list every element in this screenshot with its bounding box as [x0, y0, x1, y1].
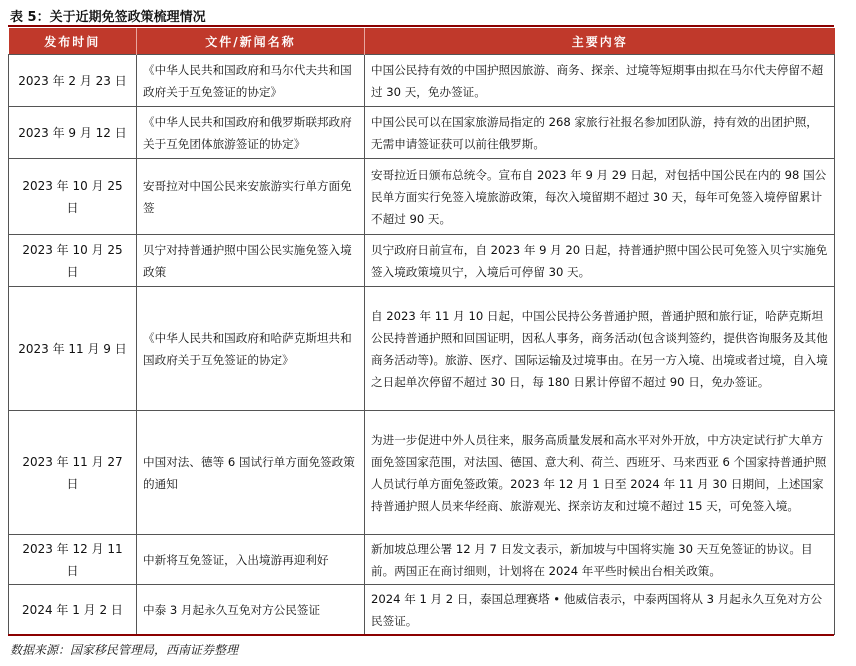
row-date: 2023 年 9 月 12 日: [9, 107, 137, 159]
row-date: 2023 年 11 月 9 日: [9, 287, 137, 411]
data-source-note: 数据来源：国家移民管理局，西南证券整理: [10, 643, 239, 657]
header-content: 主要内容: [365, 28, 835, 55]
row-name: 安哥拉对中国公民来安旅游实行单方面免签: [137, 159, 365, 235]
row-content: 2024 年 1 月 2 日，泰国总理赛塔 • 他威信表示，中泰两国将从 3 月起永久互免对方公民签证。: [365, 585, 835, 635]
row-date: 2023 年 11 月 27 日: [9, 411, 137, 535]
row-name: 《中华人民共和国政府和哈萨克斯坦共和国政府关于互免签证的协定》: [137, 287, 365, 411]
row-name: 《中华人民共和国政府和俄罗斯联邦政府关于互免团体旅游签证的协定》: [137, 107, 365, 159]
table-row: [9, 107, 835, 159]
row-name: 中国对法、德等 6 国试行单方面免签政策的通知: [137, 411, 365, 535]
row-name: 中新将互免签证，入出境游再迎利好: [137, 535, 365, 585]
header-name: 文件/新闻名称: [137, 28, 365, 55]
visa-policy-table: [8, 28, 835, 635]
row-date: 2023 年 2 月 23 日: [9, 55, 137, 107]
table-row: [9, 287, 835, 411]
row-name: 贝宁对持普通护照中国公民实施免签入境政策: [137, 235, 365, 287]
row-content: 安哥拉近日颁布总统令。宣布自 2023 年 9 月 29 日起，对包括中国公民在内的 98 国公民单方面实行免签入境旅游政策，每次入境留期不超过 30 天，每年可免签入境停留累计不超过 90 天。: [365, 159, 835, 235]
row-content: 新加坡总理公署 12 月 7 日发文表示，新加坡与中国将实施 30 天互免签证的协议。目前。两国正在商讨细则，计划将在 2024 年平些时候出台相关政策。: [365, 535, 835, 585]
row-date: 2023 年 12 月 11 日: [9, 535, 137, 585]
table-row: [9, 159, 835, 235]
table-header-row: [9, 28, 835, 55]
row-date: 2024 年 1 月 2 日: [9, 585, 137, 635]
table-title: 表 5：关于近期免签政策梳理情况: [10, 10, 206, 25]
row-name: 中泰 3 月起永久互免对方公民签证: [137, 585, 365, 635]
table-row: [9, 55, 835, 107]
table-row: [9, 235, 835, 287]
row-content: 贝宁政府日前宣布，自 2023 年 9 月 20 日起，持普通护照中国公民可免签入贝宁实施免签入境政策境贝宁，入境后可停留 30 天。: [365, 235, 835, 287]
table-row: [9, 535, 835, 585]
row-name: 《中华人民共和国政府和马尔代夫共和国政府关于互免签证的协定》: [137, 55, 365, 107]
table-row: [9, 585, 835, 635]
table-row: [9, 411, 835, 535]
row-content: 中国公民可以在国家旅游局指定的 268 家旅行社报名参加团队游，持有效的出团护照，无需申请签证获可以前往俄罗斯。: [365, 107, 835, 159]
row-date: 2023 年 10 月 25 日: [9, 235, 137, 287]
row-content: 中国公民持有效的中国护照因旅游、商务、探亲、过境等短期事由拟在马尔代夫停留不超过 30 天，免办签证。: [365, 55, 835, 107]
bottom-rule: [8, 634, 834, 636]
header-date: 发布时间: [9, 28, 137, 55]
row-content: 自 2023 年 11 月 10 日起，中国公民持公务普通护照，普通护照和旅行证，哈萨克斯坦公民持普通护照和回国证明，因私人事务，商务活动(包含谈判签约，提供咨询服务及其他商务活动等)。旅游、医疗、国际运输及过境事由。在另一方入境、出境或者过境，自入境之日起单次停留不超过 30 日，每 180 日累计停留不超过 90 日，免办签证。: [365, 287, 835, 411]
top-rule: [8, 25, 834, 27]
row-content: 为进一步促进中外人员往来，服务高质量发展和高水平对外开放，中方决定试行扩大单方面免签国家范围，对法国、德国、意大利、荷兰、西班牙、马来西亚 6 个国家持普通护照人员试行单方面免签政策。2023 年 12 月 1 日至 2024 年 11 月 30 日期间，上述国家持普通护照人员来华经商、旅游观光、探亲访友和过境不超过 15 天，可免签入境。: [365, 411, 835, 535]
row-date: 2023 年 10 月 25 日: [9, 159, 137, 235]
